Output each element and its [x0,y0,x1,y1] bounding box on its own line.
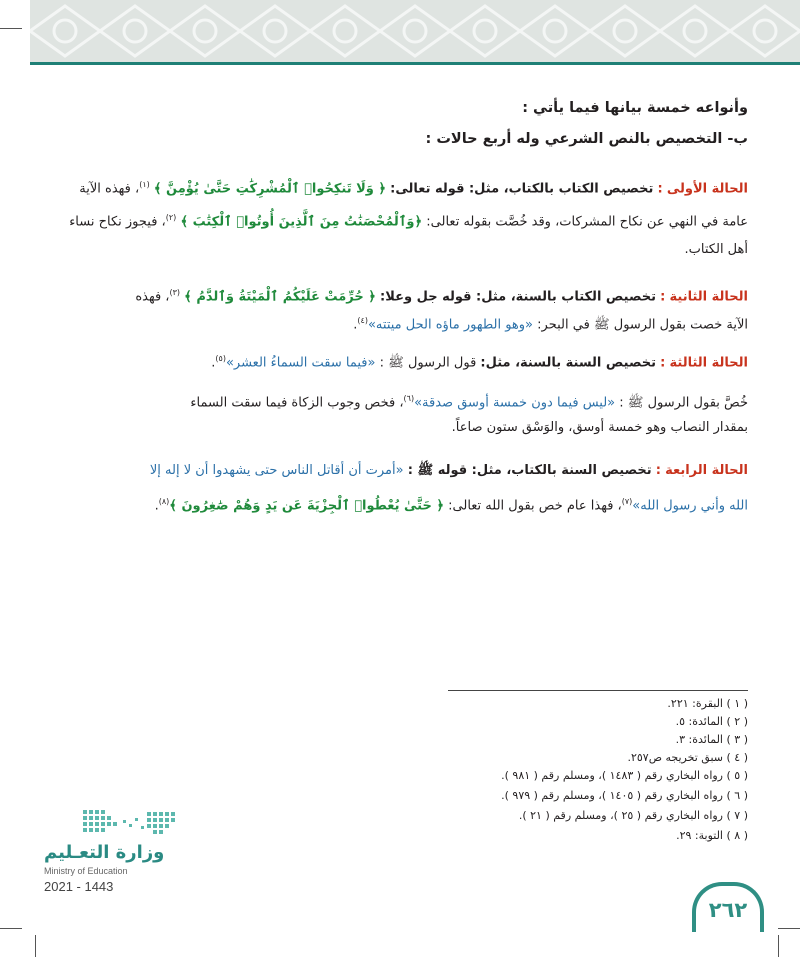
crop-mark [0,28,22,29]
case2-colon: : [660,289,666,305]
footnote: ( ٣ ) المائدة: ٣. [675,733,748,746]
case2-ref2: (٤) [357,316,368,325]
case3-title: تخصيص السنة بالسنة، مثل: [480,355,657,371]
ministry-year: 2021 - 1443 [44,879,114,894]
case1-line2 [69,206,748,233]
footnote: ( ٢ ) المائدة: ٥. [675,715,748,728]
case2-line2a: الآية خصت بقول الرسول ﷺ في البحر: [537,317,748,333]
footnote: ( ٥ ) رواه البخاري رقم ( ١٤٨٣ )، ومسلم رقم ( ٩٨١ ). [501,769,748,782]
crop-mark [778,935,779,957]
case3-hadith2: «ليس فيما دون خمسة أوسق صدقة» [414,395,616,411]
case1-ref2: (٢) [165,213,177,222]
case2-title: تخصيص الكتاب بالسنة، مثل: قوله جل وعلا: [380,289,657,305]
case4-colon: : [655,463,661,478]
case2-line1 [135,281,748,308]
footnote: ( ١ ) البقرة: ٢٢١. [667,697,748,710]
ministry-name-english: Ministry of Education [44,866,128,876]
case3-ref2: (٦) [403,394,415,403]
case2-label: الحالة الثانية [669,289,748,305]
case1-verse2: ﴿وَٱلْمُحْصَنَٰتُ مِنَ ٱلَّذِينَ أُوتُوا۟ ٱلْكِتَٰبَ ﴾ [180,214,423,230]
header-ornament [30,0,800,62]
case4-hadith2: الله وأني رسول الله» [632,498,748,514]
case1-line3: أهل الكتاب. [684,242,748,257]
footnote: ( ٧ ) رواه البخاري رقم ( ٢٥ )، ومسلم رقم ( ٢١ ). [518,809,748,822]
case3-colon: : [660,355,666,371]
crop-mark [778,928,800,929]
case3-p2a: خُصَّ بقول الرسول ﷺ : [619,395,748,411]
case4-line1 [150,459,748,482]
footnote: ( ٨ ) التوبة: ٢٩. [676,829,748,842]
case1-label: الحالة الأولى [666,181,748,197]
case4-verse: ﴿ حَتَّىٰ يُعْطُوا۟ ٱلْجِزْيَةَ عَن يَدٍ وَهُمْ صَٰغِرُونَ ﴾ [169,498,444,514]
case2-hadith: «وهو الطهور ماؤه الحل ميتته» [367,317,534,333]
case1-verse1: ﴿ وَلَا تَنكِحُوا۟ ٱلْمُشْرِكَٰتِ حَتَّىٰ يُؤْمِنَّ ﴾ [153,181,387,197]
case1-ref1: (١) [139,180,150,189]
case4-title: تخصيص السنة بالكتاب، مثل: قوله ﷺ : [407,463,652,478]
ministry-logo-icon [83,808,179,836]
ministry-name-arabic: وزارة التعـليم [44,842,165,863]
case4-mid: ، فهذا عام خص بقول الله تعالى: [448,498,622,514]
case3-ref: (٥) [215,354,226,363]
case2-verse: ﴿ حُرِّمَتْ عَلَيْكُمُ ٱلْمَيْتَةُ وَٱلدَّمُ ﴾ [184,289,376,305]
case2-after: ، فهذه [135,289,170,305]
case4-ref: (٧) [621,497,633,506]
intro-line: وأنواعه خمسة بيانها فيما يأتي : [522,100,748,116]
crop-mark [0,928,22,929]
case3-p2b: ، فخص وجوب الزكاة فيما سقت السماء [190,395,404,411]
case3-line1 [211,347,748,374]
case3-line3: بمقدار النصاب وهو خمسة أوسق، والوَسْق ستون صاعاً. [451,420,748,435]
case2-end: . [353,317,358,333]
case3-lead: قول الرسول ﷺ : [379,355,477,371]
case1-colon: : [657,181,663,197]
case4-end: . [154,498,159,514]
case3-label: الحالة الثالثة [669,355,748,371]
case1-after2: ، فيجوز نكاح نساء [69,214,166,230]
section-heading: ب- التخصيص بالنص الشرعي وله أربع حالات : [425,131,748,147]
footnote: ( ٦ ) رواه البخاري رقم ( ١٤٠٥ )، ومسلم رقم ( ٩٧٩ ). [501,789,748,802]
case3-hadith: «فيما سقت السماءُ العشر» [225,355,376,371]
case4-hadith: «أمرت أن أقاتل الناس حتى يشهدوا أن لا إله إلا [149,463,404,478]
footnote-rule [448,690,748,691]
header-rule [30,62,800,65]
case1-after1: ، فهذه الآية [79,181,140,197]
case4-line2 [155,490,748,517]
case4-label: الحالة الرابعة [665,463,748,478]
case1-line2a: عامة في النهي عن نكاح المشركات، وقد خُصَّت بقوله تعالى: [426,214,748,230]
page-number: ٢٦٢ [692,882,764,932]
case3-end: . [211,355,216,371]
case1-line1 [79,173,748,200]
footnote: ( ٤ ) سبق تخريجه ص٢٥٧. [627,751,748,764]
case1-title: تخصيص الكتاب بالكتاب، مثل: قوله تعالى: [390,181,654,197]
crop-mark [35,935,36,957]
case4-ref2: (٨) [158,497,170,506]
case3-line2 [190,387,748,414]
case2-ref: (٣) [169,288,181,297]
case2-line2 [353,309,748,336]
